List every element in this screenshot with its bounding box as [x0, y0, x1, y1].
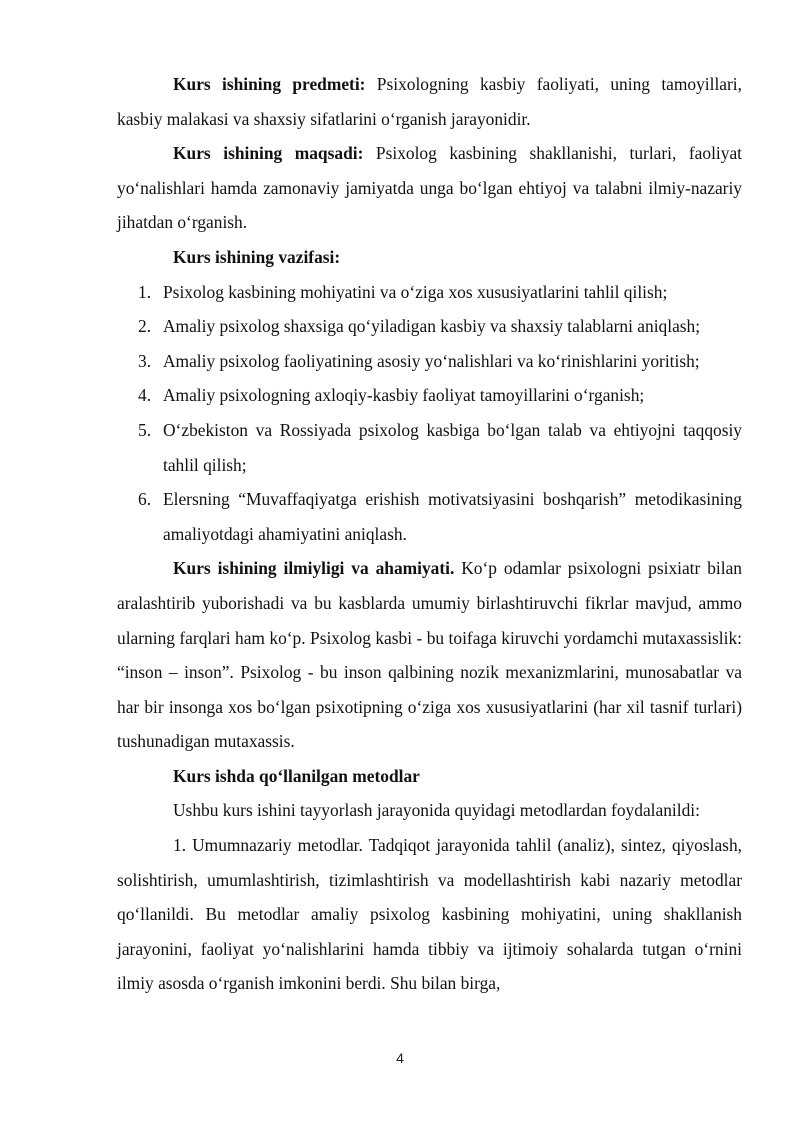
document-page: [117, 67, 742, 1001]
list-item: [117, 378, 742, 413]
list-item-number: 2.: [138, 316, 152, 337]
paragraph-ilmiylik: [117, 551, 742, 759]
maqsad-text: Psixolog kasbining shakllanishi, turlari, faoliyat yo‘nalishlari hamda zamonaviy jamiyatda unga bo‘lgan ehtiyoj va talabni ilmiy-nazariy jihatdan o‘rganish.: [117, 143, 742, 233]
ilmiylik-text: Ko‘p odamlar psixologni psixiatr bilan aralashtirib yuborishadi va bu kasblarda umumiy birlashtiruvchi fikrlar mavjud, ammo ularning farqlari ham ko‘p. Psixolog kasbi - bu toifaga kiruvchi yordamchi mutaxassislik: “inson – inson”. Psixolog - bu inson qalbining nozik mexanizmlarini, munosabatlar va har bir insonga xos bo‘lgan psixotipning o‘ziga xos xususiyatlarini (har xil tasnif turlari) tushunadigan mutaxassis.: [117, 558, 742, 752]
list-item-number: 3.: [138, 350, 152, 371]
maqsad-label: Kurs ishining maqsadi:: [173, 143, 364, 164]
list-item: [117, 482, 742, 551]
metodlar-intro: Ushbu kurs ishini tayyorlash jarayonida quyidagi metodlardan foydalanildi:: [173, 800, 700, 821]
list-item: [117, 413, 742, 482]
list-item-number: 5.: [138, 419, 152, 440]
metodlar-heading: Kurs ishda qo‘llanilgan metodlar: [173, 765, 420, 786]
list-item: [117, 275, 742, 310]
metodlar-item-1: 1. Umumnazariy metodlar. Tadqiqot jarayonida tahlil (analiz), sintez, qiyoslash, solishtirish, umumlashtirish, tizimlashtirish va modellashtirish kabi nazariy metodlar qo‘llanildi. Bu metodlar amaliy psixolog kasbining mohiyatini, uning shakllanish jarayonini, faoliyat yo‘nalishlarini hamda tibbiy va ijtimoiy sohalarda tutgan o‘rnini ilmiy asosda o‘rganish imkonini berdi. Shu bilan birga,: [117, 835, 742, 994]
list-item-text: Psixolog kasbining mohiyatini va o‘ziga xos xususiyatlarini tahlil qilish;: [163, 281, 668, 302]
predmet-text: Psixologning kasbiy faoliyati, uning tamoyillari, kasbiy malakasi va shaxsiy sifatlarini o‘rganish jarayonidir.: [117, 74, 742, 129]
list-item-number: 1.: [138, 281, 152, 302]
page-number: 4: [396, 1050, 404, 1066]
list-item-text: O‘zbekiston va Rossiyada psixolog kasbiga bo‘lgan talab va ehtiyojni taqqosiy tahlil qilish;: [163, 419, 742, 475]
list-item-number: 6.: [138, 489, 152, 510]
paragraph-predmet: [117, 67, 742, 136]
vazifa-heading: Kurs ishining vazifasi:: [173, 246, 341, 267]
list-item-number: 4.: [138, 385, 152, 406]
list-item-text: Amaliy psixologning axloqiy-kasbiy faoliyat tamoyillarini o‘rganish;: [163, 385, 645, 406]
vazifa-list: [117, 275, 742, 552]
predmet-label: Kurs ishining predmeti:: [173, 74, 366, 94]
paragraph-maqsad: [117, 136, 742, 240]
list-item: [117, 344, 742, 379]
list-item-text: Amaliy psixolog shaxsiga qo‘yiladigan kasbiy va shaxsiy talablarni aniqlash;: [163, 316, 701, 337]
list-item-text: Elersning “Muvaffaqiyatga erishish motivatsiyasini boshqarish” metodikasining amaliyotdagi ahamiyatini aniqlash.: [163, 489, 742, 544]
ilmiylik-label: Kurs ishining ilmiyligi va ahamiyati.: [173, 558, 455, 579]
list-item: [117, 309, 742, 344]
list-item-text: Amaliy psixolog faoliyatining asosiy yo‘nalishlari va ko‘rinishlarini yoritish;: [163, 350, 700, 371]
